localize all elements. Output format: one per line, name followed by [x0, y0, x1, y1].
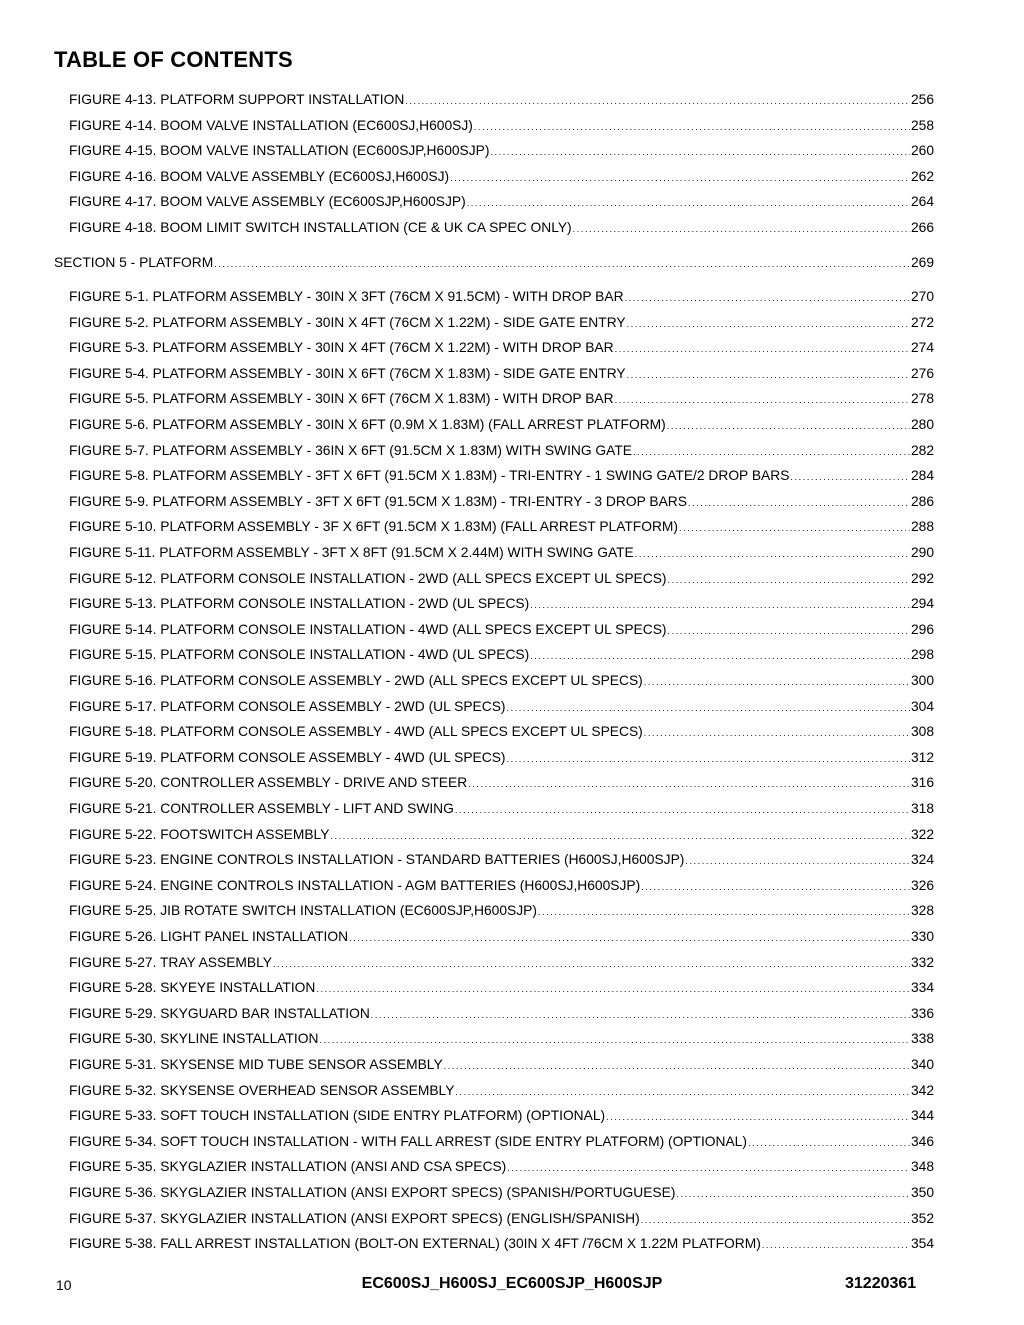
toc-figure-entry[interactable] [69, 1055, 934, 1075]
toc-entry-label: FIGURE 5-21. CONTROLLER ASSEMBLY - LIFT AND SWING [69, 801, 454, 816]
dot-leader [507, 1158, 910, 1178]
toc-figure-entry[interactable] [69, 825, 934, 845]
footer-page-number: 10 [56, 1277, 72, 1293]
toc-entry-page: 274 [910, 340, 934, 356]
toc-entry-label: FIGURE 5-30. SKYLINE INSTALLATION [69, 1031, 319, 1047]
toc-entry-label: FIGURE 5-38. FALL ARREST INSTALLATION (BOLT-ON EXTERNAL) (30IN X 4FT /76CM X 1.22M PLATFORM) [69, 1236, 761, 1252]
toc-entry-label: FIGURE 5-13. PLATFORM CONSOLE INSTALLATION - 2WD (UL SPECS) [69, 596, 530, 612]
toc-entry-label: FIGURE 5-23. ENGINE CONTROLS INSTALLATION - STANDARD BATTERIES (H600SJ,H600SJP) [69, 852, 685, 868]
toc-entry-label: FIGURE 5-37. SKYGLAZIER INSTALLATION (ANSI EXPORT SPECS) (ENGLISH/SPANISH) [69, 1210, 640, 1226]
toc-entry-page: 300 [910, 673, 934, 688]
dot-leader [615, 339, 910, 359]
toc-figure-entry[interactable] [69, 645, 934, 665]
toc-entry-label: FIGURE 4-14. BOOM VALVE INSTALLATION (EC600SJ,H600SJ) [69, 117, 473, 133]
toc-entry-label: SECTION 5 - PLATFORM [54, 254, 214, 270]
dot-leader [455, 800, 910, 820]
toc-entry-page: 318 [910, 801, 934, 816]
toc-entry-label: FIGURE 4-15. BOOM VALVE INSTALLATION (EC600SJP,H600SJP) [69, 143, 490, 159]
toc-entry-label: FIGURE 5-18. PLATFORM CONSOLE ASSEMBLY - 4WD (ALL SPECS EXCEPT UL SPECS) [69, 724, 643, 740]
toc-entry-label: FIGURE 5-24. ENGINE CONTROLS INSTALLATION - AGM BATTERIES (H600SJ,H600SJP) [69, 877, 641, 893]
toc-entry-page: 272 [910, 314, 934, 330]
toc-entry-page: 296 [910, 621, 934, 637]
dot-leader [507, 698, 910, 718]
toc-entry-page: 336 [910, 1005, 934, 1021]
toc-entry-label: FIGURE 5-1. PLATFORM ASSEMBLY - 30IN X 3FT (76CM X 91.5CM) - WITH DROP BAR [69, 289, 624, 304]
toc-figure-entry[interactable] [69, 876, 934, 896]
toc-entry-page: 264 [910, 194, 934, 210]
dot-leader [319, 1030, 910, 1050]
toc-entry-label: FIGURE 5-15. PLATFORM CONSOLE INSTALLATION - 4WD (UL SPECS) [69, 647, 530, 663]
dot-leader [676, 1184, 910, 1204]
toc-entry-label: FIGURE 5-19. PLATFORM CONSOLE ASSEMBLY - 4WD (UL SPECS) [69, 749, 506, 765]
dot-leader [490, 142, 910, 162]
toc-figure-entry[interactable] [69, 389, 934, 409]
toc-figure-entry[interactable] [69, 1106, 934, 1126]
toc-figure-entry[interactable] [69, 466, 934, 486]
toc-entry-page: 346 [910, 1133, 934, 1149]
toc-entry-page: 269 [910, 254, 934, 270]
toc-figure-entry[interactable] [69, 141, 934, 161]
page-footer [0, 1277, 1024, 1297]
toc-entry-page: 266 [910, 220, 934, 235]
dot-leader [627, 365, 910, 385]
toc-entry-page: 304 [910, 698, 934, 714]
dot-leader [633, 442, 910, 462]
dot-leader [371, 1005, 910, 1025]
dot-leader [641, 877, 910, 897]
toc-entry-page: 284 [910, 468, 934, 484]
toc-entry-label: FIGURE 5-7. PLATFORM ASSEMBLY - 36IN X 6FT (91.5CM X 1.83M) WITH SWING GATE [69, 442, 632, 458]
toc-entry-label: FIGURE 4-18. BOOM LIMIT SWITCH INSTALLATION (CE & UK CA SPEC ONLY) [69, 220, 572, 235]
toc-figure-entry[interactable] [69, 722, 934, 742]
dot-leader [405, 91, 910, 111]
toc-entry-label: FIGURE 5-25. JIB ROTATE SWITCH INSTALLATION (EC600SJP,H600SJP) [69, 903, 537, 919]
toc-entry-label: FIGURE 5-6. PLATFORM ASSEMBLY - 30IN X 6FT (0.9M X 1.83M) (FALL ARREST PLATFORM) [69, 417, 666, 432]
toc-entry-label: FIGURE 4-16. BOOM VALVE ASSEMBLY (EC600SJ,H600SJ) [69, 168, 450, 184]
dot-leader [667, 416, 910, 436]
dot-leader [625, 288, 910, 308]
toc-figure-entry[interactable] [69, 441, 934, 461]
toc-entry-label: FIGURE 5-14. PLATFORM CONSOLE INSTALLATION - 4WD (ALL SPECS EXCEPT UL SPECS) [69, 621, 667, 637]
toc-entry-page: 348 [910, 1159, 934, 1175]
dot-leader [273, 954, 910, 974]
toc-entry-page: 332 [910, 954, 934, 970]
dot-leader [668, 570, 910, 590]
toc-figure-entry[interactable] [69, 492, 934, 512]
toc-figure-entry[interactable] [69, 748, 934, 768]
toc-entry-label: FIGURE 5-36. SKYGLAZIER INSTALLATION (ANSI EXPORT SPECS) (SPANISH/PORTUGUESE) [69, 1185, 676, 1200]
toc-figure-entry[interactable] [69, 517, 934, 537]
dot-leader [474, 117, 910, 137]
dot-leader [685, 851, 910, 871]
dot-leader [455, 1082, 910, 1102]
toc-entry-page: 308 [910, 724, 934, 740]
toc-figure-entry[interactable] [69, 1081, 934, 1101]
dot-leader [573, 219, 910, 239]
dot-leader [762, 1235, 910, 1255]
toc-entry-page: 330 [910, 929, 934, 944]
toc-section-entry[interactable] [54, 253, 934, 273]
dot-leader [627, 314, 910, 334]
toc-entry-page: 258 [910, 117, 934, 133]
toc-figure-entry[interactable] [69, 167, 934, 187]
dot-leader [450, 168, 910, 188]
dot-leader [635, 544, 910, 564]
toc-entry-label: FIGURE 5-12. PLATFORM CONSOLE INSTALLATION - 2WD (ALL SPECS EXCEPT UL SPECS) [69, 570, 667, 586]
dot-leader [644, 672, 910, 692]
toc-entry-label: FIGURE 5-11. PLATFORM ASSEMBLY - 3FT X 8FT (91.5CM X 2.44M) WITH SWING GATE [69, 545, 634, 560]
toc-figure-entry[interactable] [69, 1183, 934, 1203]
toc-entry-page: 352 [910, 1210, 934, 1226]
toc-figure-entry[interactable] [69, 364, 934, 384]
toc-entry-label: FIGURE 5-8. PLATFORM ASSEMBLY - 3FT X 6FT (91.5CM X 1.83M) - TRI-ENTRY - 1 SWING GATE/2 DROP BARS [69, 468, 790, 484]
toc-figure-entry[interactable] [69, 1234, 934, 1254]
toc-figure-entry[interactable] [69, 338, 934, 358]
dot-leader [530, 595, 910, 615]
toc-entry-page: 294 [910, 596, 934, 612]
toc-entry-page: 326 [910, 877, 934, 893]
toc-entry-page: 286 [910, 493, 934, 509]
toc-entry-label: FIGURE 5-27. TRAY ASSEMBLY [69, 954, 272, 970]
dot-leader [538, 902, 910, 922]
toc-entry-page: 334 [910, 980, 934, 996]
toc-entry-label: FIGURE 5-10. PLATFORM ASSEMBLY - 3F X 6FT (91.5CM X 1.83M) (FALL ARREST PLATFORM) [69, 519, 679, 535]
toc-figure-entry[interactable] [69, 594, 934, 614]
toc-entry-label: FIGURE 5-33. SOFT TOUCH INSTALLATION (SIDE ENTRY PLATFORM) (OPTIONAL) [69, 1108, 606, 1124]
toc-entry-label: FIGURE 5-26. LIGHT PANEL INSTALLATION [69, 929, 349, 944]
dot-leader [668, 621, 910, 641]
toc-entry-label: FIGURE 5-20. CONTROLLER ASSEMBLY - DRIVE AND STEER [69, 775, 468, 791]
toc-figure-entry[interactable] [69, 116, 934, 136]
toc-figure-entry[interactable] [69, 850, 934, 870]
toc-figure-entry[interactable] [69, 313, 934, 333]
toc-entry-label: FIGURE 5-9. PLATFORM ASSEMBLY - 3FT X 6FT (91.5CM X 1.83M) - TRI-ENTRY - 3 DROP BARS [69, 493, 687, 509]
toc-entry-page: 298 [910, 647, 934, 663]
toc-figure-entry[interactable] [69, 671, 934, 691]
toc-entry-label: FIGURE 4-17. BOOM VALVE ASSEMBLY (EC600SJP,H600SJP) [69, 194, 466, 210]
toc-figure-entry[interactable] [69, 1132, 934, 1152]
toc-entry-label: FIGURE 5-22. FOOTSWITCH ASSEMBLY [69, 826, 330, 842]
toc-figure-entry[interactable] [69, 697, 934, 717]
dot-leader [641, 1210, 910, 1230]
dot-leader [468, 774, 910, 794]
dot-leader [748, 1133, 910, 1153]
dot-leader [530, 646, 910, 666]
footer-document-number: 31220361 [845, 1275, 917, 1292]
toc-entry-page: 328 [910, 903, 934, 919]
toc-entry-page: 342 [910, 1082, 934, 1098]
toc-entry-page: 276 [910, 365, 934, 381]
toc-figure-entry[interactable] [69, 287, 934, 307]
toc-figure-entry[interactable] [69, 953, 934, 973]
toc-entry-label: FIGURE 5-4. PLATFORM ASSEMBLY - 30IN X 6FT (76CM X 1.83M) - SIDE GATE ENTRY [69, 365, 626, 381]
toc-entry-page: 270 [910, 289, 934, 304]
toc-entry-label: FIGURE 5-35. SKYGLAZIER INSTALLATION (ANSI AND CSA SPECS) [69, 1159, 507, 1175]
toc-entry-page: 262 [910, 168, 934, 184]
toc-entry-page: 338 [910, 1031, 934, 1047]
toc-figure-entry[interactable] [69, 901, 934, 921]
dot-leader [507, 749, 910, 769]
toc-figure-entry[interactable] [69, 218, 934, 238]
toc-figure-entry[interactable] [69, 978, 934, 998]
dot-leader [644, 723, 910, 743]
toc-entry-page: 280 [910, 417, 934, 432]
dot-leader [349, 928, 910, 948]
toc-entry-page: 260 [910, 143, 934, 159]
toc-entry-label: FIGURE 5-5. PLATFORM ASSEMBLY - 30IN X 6FT (76CM X 1.83M) - WITH DROP BAR [69, 391, 614, 407]
toc-entry-label: FIGURE 4-13. PLATFORM SUPPORT INSTALLATION [69, 92, 405, 107]
toc-figure-entry[interactable] [69, 1157, 934, 1177]
footer-model-name: EC600SJ_H600SJ_EC600SJP_H600SJP [361, 1275, 663, 1292]
toc-entry-page: 316 [910, 775, 934, 791]
page-title: TABLE OF CONTENTS [54, 47, 293, 72]
toc-entry-page: 278 [910, 391, 934, 407]
toc-entry-page: 340 [910, 1057, 934, 1072]
dot-leader [330, 826, 910, 846]
toc-entry-page: 354 [910, 1236, 934, 1252]
dot-leader [444, 1056, 910, 1076]
dot-leader [688, 493, 910, 513]
toc-entry-label: FIGURE 5-3. PLATFORM ASSEMBLY - 30IN X 4FT (76CM X 1.22M) - WITH DROP BAR [69, 340, 614, 356]
toc-entry-page: 344 [910, 1108, 934, 1124]
dot-leader [606, 1107, 910, 1127]
toc-entry-label: FIGURE 5-32. SKYSENSE OVERHEAD SENSOR ASSEMBLY [69, 1082, 455, 1098]
toc-entry-label: FIGURE 5-31. SKYSENSE MID TUBE SENSOR ASSEMBLY [69, 1057, 443, 1072]
toc-entry-page: 292 [910, 570, 934, 586]
dot-leader [467, 193, 910, 213]
toc-entry-label: FIGURE 5-17. PLATFORM CONSOLE ASSEMBLY - 2WD (UL SPECS) [69, 698, 506, 714]
toc-entry-page: 290 [910, 545, 934, 560]
toc-entry-label: FIGURE 5-16. PLATFORM CONSOLE ASSEMBLY - 2WD (ALL SPECS EXCEPT UL SPECS) [69, 673, 643, 688]
toc-entry-page: 322 [910, 826, 934, 842]
toc-entry-page: 282 [910, 442, 934, 458]
toc-entry-label: FIGURE 5-29. SKYGUARD BAR INSTALLATION [69, 1005, 370, 1021]
toc-entry-page: 312 [910, 749, 934, 765]
dot-leader [790, 467, 910, 487]
toc-figure-entry[interactable] [69, 1004, 934, 1024]
toc-figure-entry[interactable] [69, 415, 934, 435]
toc-entry-label: FIGURE 5-34. SOFT TOUCH INSTALLATION - WITH FALL ARREST (SIDE ENTRY PLATFORM) (OPTIONAL) [69, 1133, 747, 1149]
dot-leader [214, 254, 910, 274]
toc-entry-label: FIGURE 5-2. PLATFORM ASSEMBLY - 30IN X 4FT (76CM X 1.22M) - SIDE GATE ENTRY [69, 314, 626, 330]
dot-leader [679, 518, 910, 538]
toc-figure-entry[interactable] [69, 927, 934, 947]
toc-figure-entry[interactable] [69, 1029, 934, 1049]
toc-figure-entry[interactable] [69, 543, 934, 563]
toc-figure-entry[interactable] [69, 569, 934, 589]
toc-entry-label: FIGURE 5-28. SKYEYE INSTALLATION [69, 980, 316, 996]
toc-figure-entry[interactable] [69, 620, 934, 640]
dot-leader [316, 979, 910, 999]
toc-entry-page: 288 [910, 519, 934, 535]
toc-figure-entry[interactable] [69, 192, 934, 212]
toc-figure-entry[interactable] [69, 1209, 934, 1229]
toc-figure-entry[interactable] [69, 773, 934, 793]
toc-entry-page: 350 [910, 1185, 934, 1200]
toc-entry-page: 256 [910, 92, 934, 107]
toc-figure-entry[interactable] [69, 799, 934, 819]
dot-leader [615, 390, 910, 410]
toc-entry-page: 324 [910, 852, 934, 868]
toc-figure-entry[interactable] [69, 90, 934, 110]
